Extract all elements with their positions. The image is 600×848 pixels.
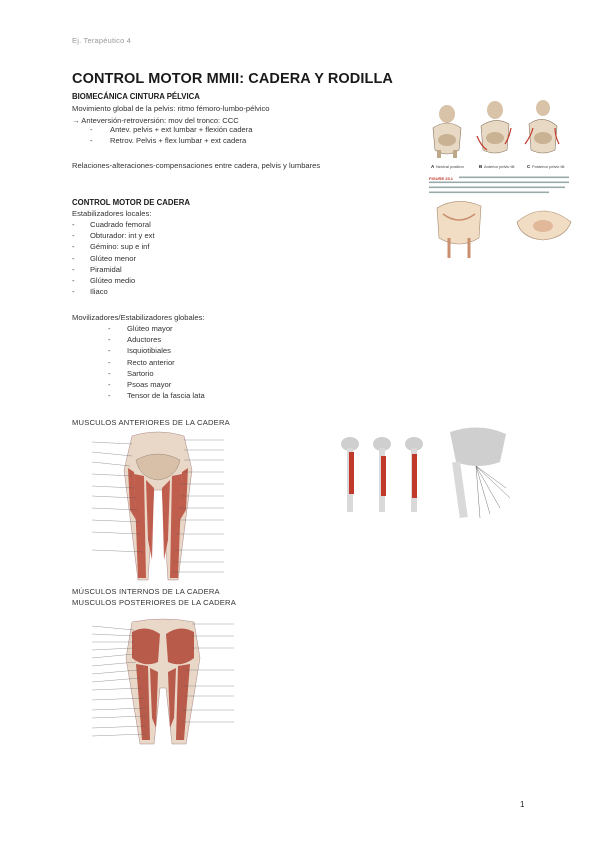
pelvic-tilt-figure [425,88,575,268]
list-item: - Isquiotibiales [108,346,171,356]
figure-label-a: A [431,164,435,169]
figure-caption-posterior: Posterior pelvic tilt [532,164,565,169]
hip-muscle-function-figure [330,418,520,528]
list-item: - Cuadrado femoral [72,220,151,229]
pelvis-anterior-tilt-illustration [477,101,511,153]
page-number: 1 [520,800,525,809]
page-title: CONTROL MOTOR MMII: CADERA Y RODILLA [72,71,393,87]
list-item: - Retrov. Pelvis + flex lumbar + ext cadera [90,136,247,146]
figure-label-c: C [527,164,531,169]
list-item: - Sartorio [108,368,154,378]
pelvis-side-view-illustration [437,201,481,258]
list-item: - Piramidal [72,264,122,274]
pelvis-posterior-tilt-illustration [525,100,559,153]
femur-diagram-1 [341,437,359,512]
list-item: - Iliaco [72,287,108,297]
list-item: - Glúteo medio [72,275,136,285]
heading-musculos-posteriores: MUSCULOS POSTERIORES DE LA CADERA [72,598,236,607]
text-line: Relaciones-alteraciones-compensaciones entre cadera, pelvis y lumbares [72,161,321,170]
list-label-globales: Movilizadores/Estabilizadores globales: [72,313,205,322]
pelvis-top-view-illustration [517,211,571,240]
pelvis-lever-diagram [450,427,510,518]
list-item: - Tensor de la fascia lata [108,391,205,401]
list-estabilizadores-globales [108,323,308,401]
femur-diagram-2 [373,437,391,512]
heading-musculos-internos: MÚSCULOS INTERNOS DE LA CADERA [72,587,220,596]
heading-musculos-anteriores: MUSCULOS ANTERIORES DE LA CADERA [72,418,230,427]
text-line: Movimiento global de la pelvis: ritmo fémoro-lumbo-pélvico [72,104,270,113]
bullet-list-pelvis [90,124,350,146]
list-item: - Antev. pelvis + ext lumbar + flexión cadera [90,125,253,134]
list-item: - Glúteo menor [72,253,137,263]
femur-diagram-3 [405,437,423,512]
text-line: → Anteversión-retroversión: mov del tronco: CCC [72,116,239,125]
figure-caption-number: FIGURE 25.1 [429,176,454,181]
pelvis-neutral-illustration [433,105,461,158]
running-header: Ej. Terapéutico 4 [72,36,132,45]
posterior-hip-muscles-figure [88,618,238,746]
list-item: - Gémino: sup e inf [72,242,150,252]
list-item: - Aductores [108,335,162,345]
list-item: - Obturador: int y ext [72,231,155,241]
figure-caption-anterior: Anterior pelvic tilt [484,164,515,169]
list-item: - Glúteo mayor [108,324,173,333]
list-item: - Psoas mayor [108,379,172,389]
figure-label-b: B [479,164,483,169]
section-heading-biomecanica: BIOMECÁNICA CINTURA PÉLVICA [72,92,200,101]
list-item: - Recto anterior [108,357,175,367]
section-heading-control-motor: CONTROL MOTOR DE CADERA [72,198,190,207]
anterior-hip-muscles-figure [88,430,228,582]
list-label-locales: Estabilizadores locales: [72,209,152,218]
figure-caption-neutral: Neutral position [436,164,464,169]
list-estabilizadores-locales [72,219,272,297]
